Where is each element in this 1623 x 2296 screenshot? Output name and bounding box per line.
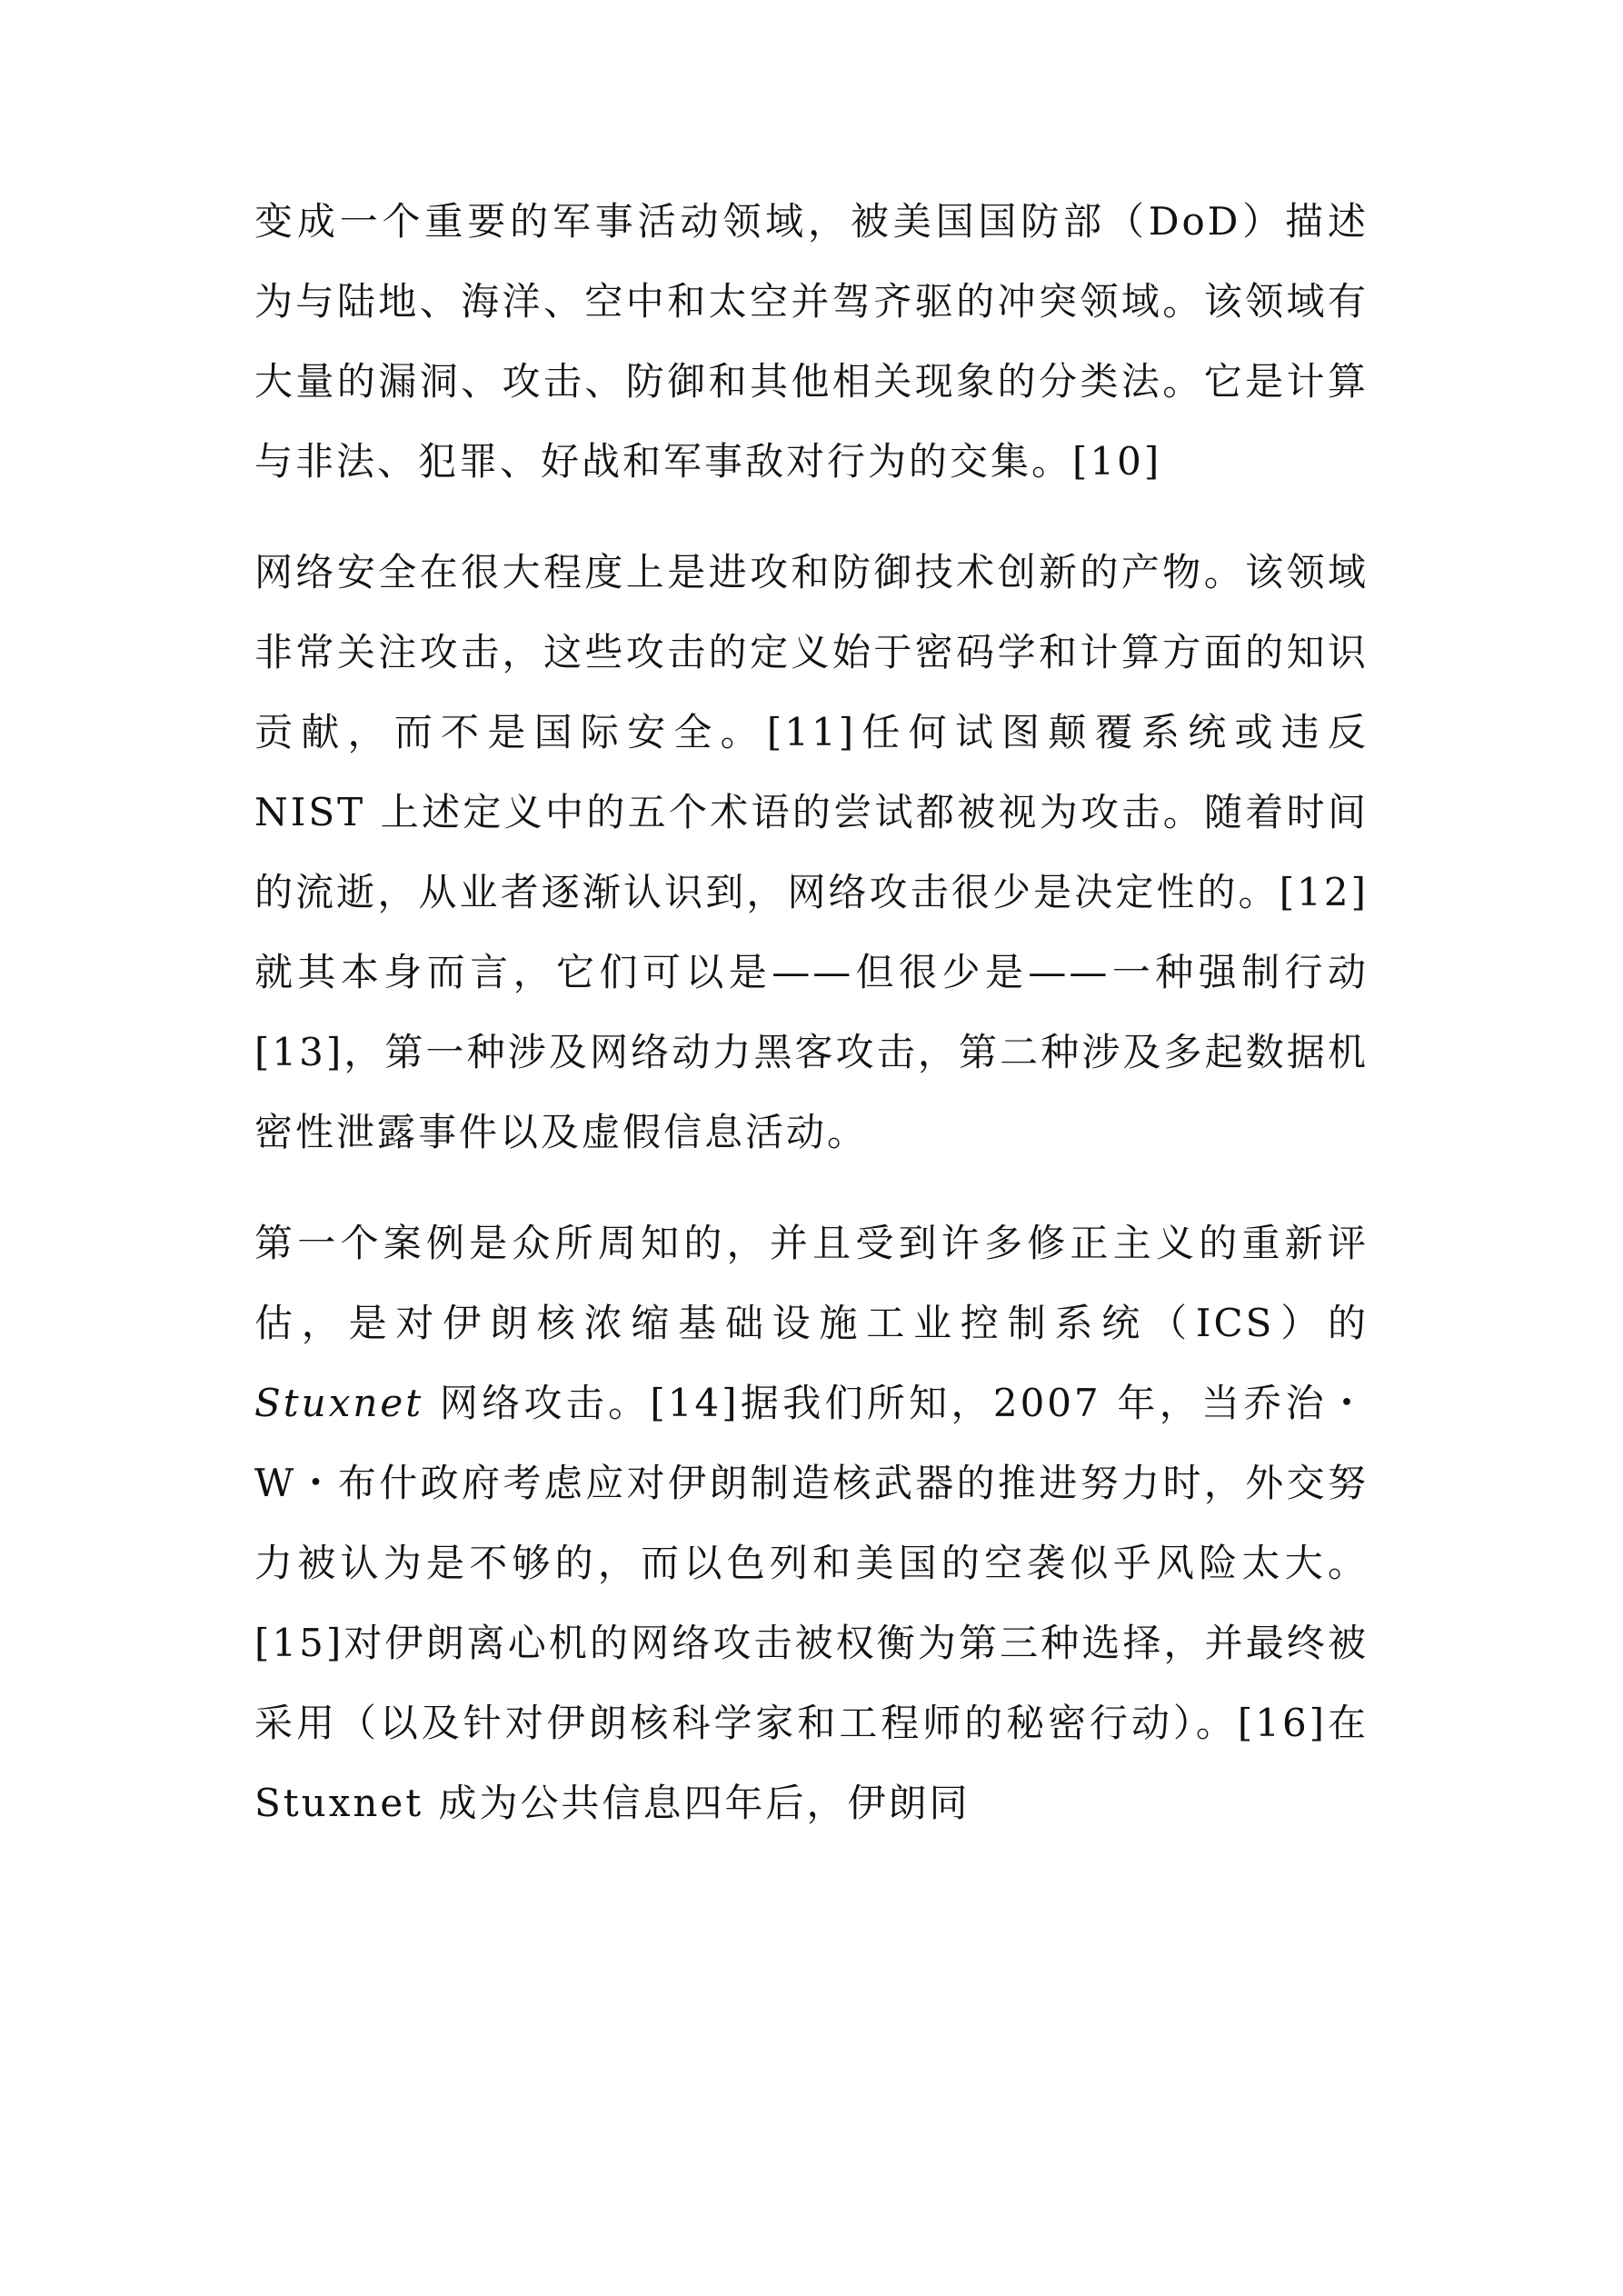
- paragraph-dod-cyber-domain: [254, 182, 1369, 502]
- paragraph-text: 网络攻击。[14]据我们所知，2007 年，当乔治・W・布什政府考虑应对伊朗制造核武器的推进努力时，外交努力被认为是不够的，而以色列和美国的空袭似乎风险太大。[15]对伊朗离心机的网络攻击被权衡为第三种选择，并最终被采用（以及针对伊朗核科学家和工程师的秘密行动）。[16]在 Stuxnet 成为公共信息四年后，伊朗同: [254, 1381, 1369, 1825]
- paragraph-text: 变成一个重要的军事活动领域，被美国国防部（DoD）描述为与陆地、海洋、空中和太空并驾齐驱的冲突领域。该领域有大量的漏洞、攻击、防御和其他相关现象的分类法。它是计算与非法、犯罪、好战和军事敌对行为的交集。[10]: [254, 199, 1369, 484]
- document-body: [254, 182, 1369, 1874]
- paragraph-stuxnet-case: [254, 1203, 1369, 1843]
- paragraph-text: 第一个案例是众所周知的，并且受到许多修正主义的重新评估，是对伊朗核浓缩基础设施工业控制系统（ICS）的: [254, 1221, 1369, 1345]
- paragraph-cybersecurity-innovation: [254, 533, 1369, 1173]
- paragraph-text: 网络安全在很大程度上是进攻和防御技术创新的产物。该领域非常关注攻击，这些攻击的定义始于密码学和计算方面的知识贡献，而不是国际安全。[11]任何试图颠覆系统或违反 NIST 上述定义中的五个术语的尝试都被视为攻击。随着时间的流逝，从业者逐渐认识到，网络攻击很少是决定性的。[12]就其本身而言，它们可以是——但很少是——一种强制行动[13]，第一种涉及网络动力黑客攻击，第二种涉及多起数据机密性泄露事件以及虚假信息活动。: [254, 550, 1369, 1154]
- stuxnet-italic-term: Stuxnet: [254, 1381, 424, 1425]
